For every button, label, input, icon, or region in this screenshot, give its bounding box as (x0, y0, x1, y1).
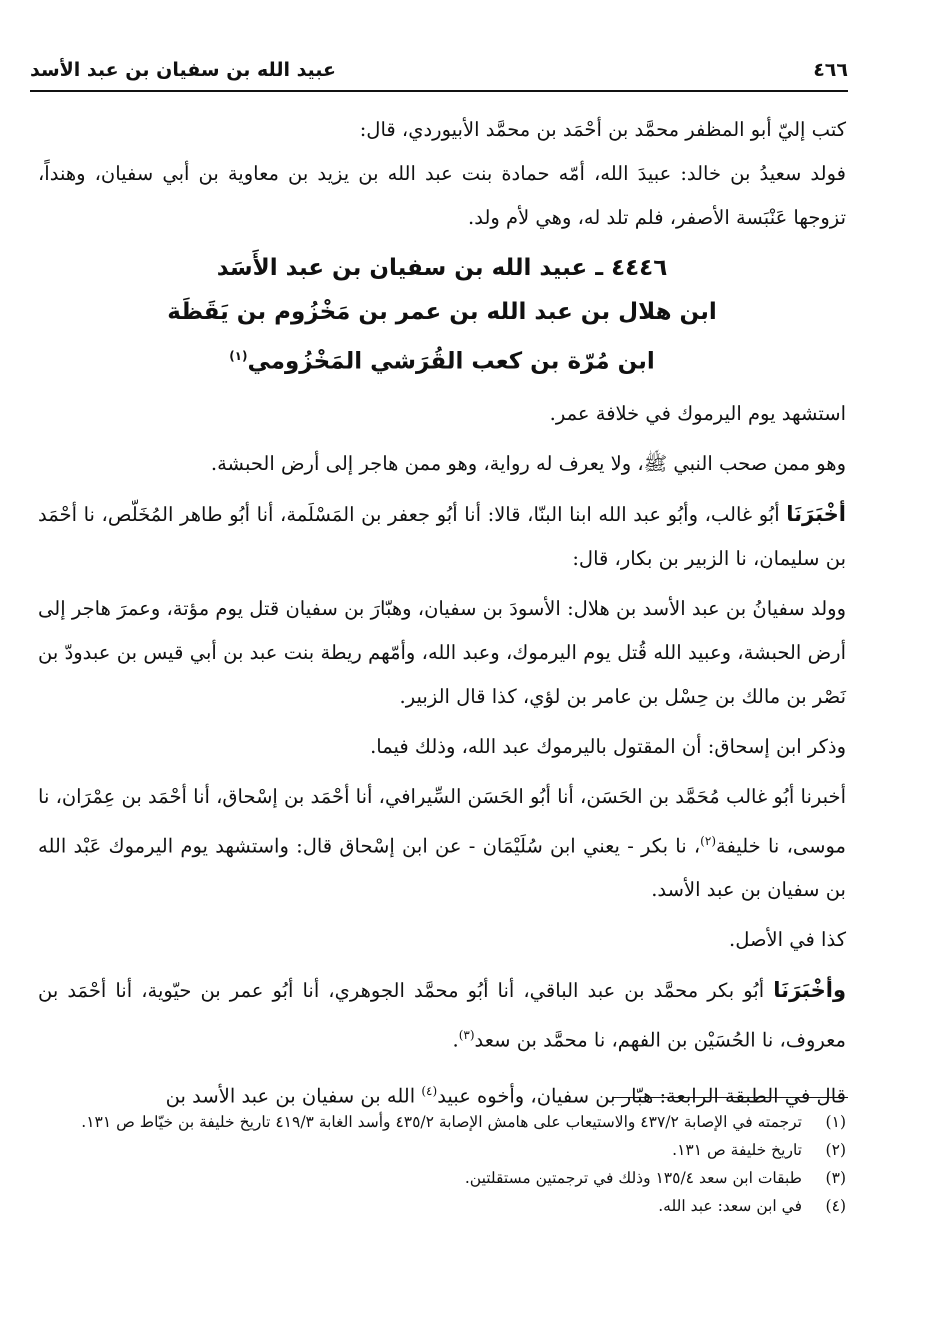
footnote-ref[interactable]: (٢) (700, 833, 716, 848)
footnote-number: (٢) (825, 1141, 846, 1159)
footnote-item (38, 1192, 846, 1220)
footnote-number: (٤) (825, 1197, 846, 1215)
paragraph-text: ، نا بكر - يعني ابن سُلَيْمَان - عن ابن إسْحاق قال: واستشهد يوم اليرموك عَبْد الله بن سفيان بن عبد الأسد. (38, 834, 846, 902)
page-header (30, 50, 848, 92)
footnote-ref[interactable]: (٤) (421, 1083, 438, 1098)
isnad-lead: وأخْبَرَنَا (773, 978, 847, 1003)
running-title: عبيد الله بن سفيان بن عبد الأسد (30, 59, 337, 81)
paragraph: فولد سعيدُ بن خالد: عبيدَ الله، أمّه حمادة بنت عبد الله بن يزيد بن معاوية بن أبي سفيان، وهنداً، تزوجها عَنْبَسة الأصفر، فلم تلد له، وهي لأم ولد. (38, 162, 846, 229)
entry-heading-line: ٤٤٤٦ ـ عبيد الله بن سفيان بن عبد الأَسَد (216, 255, 668, 281)
entry-heading-line: ابن هلال بن عبد الله بن عمر بن مَخْزُوم بن يَقَظَة (167, 299, 717, 325)
paragraph-text: أبُو غالب، وأبُو عبد الله ابنا البنّا، قالا: أنا أبُو جعفر بن المَسْلَمة، أنا أبُو طاهر المُخَلّص، نا أحْمَد بن سليمان، نا الزبير بن بكار، قال: (38, 502, 846, 570)
footnote-item (38, 1164, 846, 1192)
paragraph (38, 492, 846, 581)
isnad-lead: أخْبَرَنَا (786, 501, 846, 526)
footnote-text: ترجمته في الإصابة ٤٣٧/٢ والاستيعاب على هامش الإصابة ٤٣٥/٢ وأسد الغابة ٤١٩/٣ تاريخ خليفة بن خيّاط ص ١٣١. (81, 1113, 802, 1131)
paragraph-text: أخبرنا أبُو غالب مُحَمَّد بن الحَسَن، أنا أبُو الحَسَن السِّيرافي، أنا أحْمَد بن إسْحاق، أنا أحْمَد بن عِمْرَان، نا موسى، نا خليفة (38, 784, 846, 858)
paragraph: كتب إليّ أبو المظفر محمَّد بن أحْمَد بن محمَّد الأبيوردي، قال: (359, 118, 846, 141)
paragraph: وذكر ابن إسحاق: أن المقتول باليرموك عبد الله، وذلك فيما. (370, 734, 846, 758)
paragraph-text: أبُو بكر محمَّد بن عبد الباقي، أنا أبُو محمَّد الجوهري، أنا أبُو عمر بن حيّوية، أنا أحْمَد بن معروف، نا الحُسَيْن بن الفهم، نا محمَّد بن سعد (38, 979, 846, 1052)
footnote-ref[interactable]: (٣) (458, 1028, 475, 1043)
footnote-text: طبقات ابن سعد ١٣٥/٤ وذلك في ترجمتين مستقلتين. (464, 1169, 802, 1187)
paragraph: وولد سفيانُ بن عبد الأسد بن هلال: الأسودَ بن سفيان، وهبّارَ بن سفيان قتل يوم مؤتة، وعمرَ هاجر إلى أرض الحبشة، وعبيد الله قُتل يوم اليرموك، وعبد الله، وأمّهم ريطة بنت عبد بن أبي قيس بن عبدودّ بن نَصْر بن مالك بن حِسْل بن عامر بن لؤي، كذا قال الزبير. (38, 596, 846, 708)
footnotes (38, 1108, 846, 1220)
footnote-separator (612, 1097, 848, 1098)
entry-heading (38, 246, 846, 384)
main-text (38, 108, 846, 1124)
paragraph: استشهد يوم اليرموك في خلافة عمر. (549, 401, 846, 425)
paragraph: كذا في الأصل. (729, 928, 846, 952)
paragraph: وهو ممن صحب النبي ﷺ، ولا يعرف له رواية، وهو ممن هاجر إلى أرض الحبشة. (210, 451, 846, 475)
footnote-number: (١) (825, 1113, 846, 1131)
footnote-text: في ابن سعد: عبد الله. (658, 1197, 802, 1215)
page-number: ٤٦٦ (813, 59, 848, 81)
paragraph-text: قال في الطبقة الرابعة: هبّار بن سفيان، وأخوه عبيد (437, 1084, 846, 1108)
footnote-item (38, 1136, 846, 1164)
paragraph (38, 775, 846, 913)
footnote-number: (٣) (825, 1169, 846, 1187)
footnote-text: تاريخ خليفة ص ١٣١. (672, 1141, 802, 1159)
entry-heading-text: ابن مُرّة بن كعب القُرَشي المَخْزُومي (247, 348, 655, 375)
paragraph-text: الله بن سفيان بن عبد الأسد بن (165, 1084, 416, 1108)
paragraph: وأخْبَرَنَا أبُو بكر محمَّد بن عبد الباقي، أنا أبُو محمَّد الجوهري، أنا أبُو عمر بن حيّوية، أنا أحْمَد بن معروف، نا الحُسَيْن بن الفهم، نا محمَّد بن سعد$^{(٣)}$. (38, 978, 847, 1052)
entry-heading-line (38, 334, 846, 384)
footnote-item (38, 1108, 846, 1136)
footnote-ref[interactable]: (١) (229, 349, 248, 363)
